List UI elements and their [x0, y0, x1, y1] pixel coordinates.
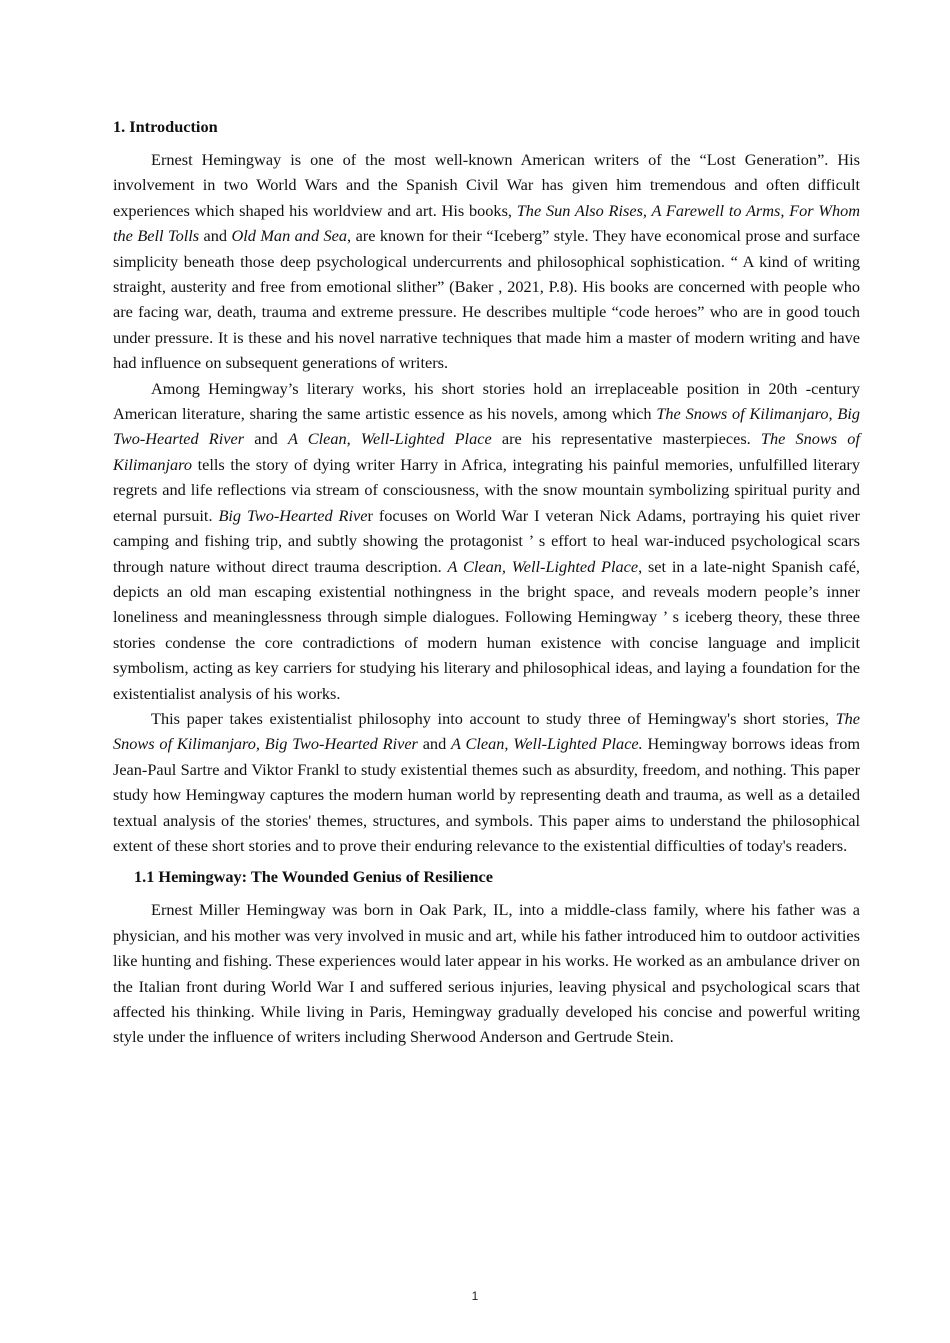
paragraph-text: r focuses on World War I veteran Nick Adams, portraying his quiet river camping and fishing trip, and subtly showing the protagonist ’ s effort to heal war-induced psychological scars through nature without direct trauma description. — [113, 505, 860, 576]
italic-title-text: Big Two-Hearted Rive — [218, 505, 368, 525]
italic-title-text: The Snows of Kilimanjaro, Big Two-Hearted River — [113, 404, 860, 449]
body-paragraph — [113, 147, 860, 376]
page-number: 1 — [471, 1289, 479, 1303]
italic-title-text: The Snows of Kilimanjaro — [113, 429, 860, 474]
subsection-heading-1-1: 1.1 Hemingway: The Wounded Genius of Resilience — [134, 867, 493, 887]
body-paragraph — [113, 376, 860, 706]
paragraph-text: and — [244, 429, 288, 449]
paragraph-text: , set in a late-night Spanish café, depicts an old man escaping existential nothingness in the bright space, and reveals modern people’s inner loneliness and meaninglessness through simple dialogues. Following Hemingway ’ s iceberg theory, these three stories condense the core contradictions of modern human existence with concise language and implicit symbolism, acting as key carriers for studying his literary and philosophical ideas, and laying a foundation for the existentialist analysis of his works. — [113, 556, 860, 703]
body-paragraph — [113, 706, 860, 858]
paragraph-text: , are known for their “Iceberg” style. They have economical prose and surface simplicity beneath those deep psychological undercurrents and philosophical sophistication. “ A kind of writing straight, austerity and free from emotional slither” (Baker , 2021, P.8). His books are concerned with people who are facing war, death, trauma and extreme pressure. He describes multiple “code heroes” who are in good touch under pressure. It is these and his novel narrative techniques that made him a master of modern writing and have had influence on subsequent generations of writers. — [113, 226, 860, 373]
subsection-body — [113, 897, 860, 1049]
paragraph-text: Among Hemingway’s literary works, his short stories hold an irreplaceable position in 20th -century American literature, sharing the same artistic essence as his novels, among which — [113, 378, 860, 424]
section-heading-introduction: 1. Introduction — [113, 117, 218, 136]
introduction-body — [113, 147, 860, 858]
italic-title-text: A Clean, Well-Lighted Place. — [451, 734, 643, 754]
paragraph-text: tells the story of dying writer Harry in Africa, integrating his painful memories, unfulfilled literary regrets and life reflections via stream of consciousness, with the snow mountain symbolizing spiritual purity and eternal pursuit. — [113, 454, 860, 525]
paragraph-text: are his representative masterpieces. — [491, 429, 761, 449]
paragraph-text: Hemingway borrows ideas from Jean-Paul Sartre and Viktor Frankl to study existential themes such as absurdity, freedom, and nothing. This paper study how Hemingway captures the modern human world by representing death and trauma, as well as a detailed textual analysis of the stories' themes, structures, and symbols. This paper aims to understand the philosophical extent of these short stories and to prove their enduring relevance to the existential difficulties of today's readers. — [113, 734, 860, 855]
italic-title-text: A Clean, Well-Lighted Place — [287, 429, 492, 449]
italic-title-text: A Clean, Well-Lighted Place — [447, 556, 639, 576]
paragraph-text: Ernest Miller Hemingway was born in Oak Park, IL, into a middle-class family, where his father was a physician, and his mother was very involved in music and art, while his father introduced him to outdoor activities like hunting and fishing. These experiences would later appear in his works. He worked as an ambulance driver on the Italian front during World War I and suffered serious injuries, leaving physical and psychological scars that affected his thinking. While living in Paris, Hemingway gradually developed his concise and powerful writing style under the influence of writers including Sherwood Anderson and Gertrude Stein. — [113, 900, 860, 1047]
italic-title-text: The Sun Also Rises, A Farewell to Arms, For Whom the Bell Tolls — [113, 200, 860, 246]
paragraph-text: Ernest Hemingway is one of the most well-known American writers of the “Lost Generation”. His involvement in two World Wars and the Spanish Civil War has given him tremendous and often difficult experiences which shaped his worldview and art. His books, — [113, 150, 860, 220]
body-paragraph — [113, 897, 860, 1049]
page-content — [113, 116, 860, 1050]
paragraph-text: and — [417, 734, 452, 754]
italic-title-text: The Snows of Kilimanjaro, Big Two-Hearted River — [113, 708, 860, 754]
paragraph-text: This paper takes existentialist philosophy into account to study three of Hemingway's short stories, — [151, 708, 836, 728]
paragraph-text: and — [199, 226, 232, 246]
italic-title-text: Old Man and Sea — [231, 226, 348, 246]
